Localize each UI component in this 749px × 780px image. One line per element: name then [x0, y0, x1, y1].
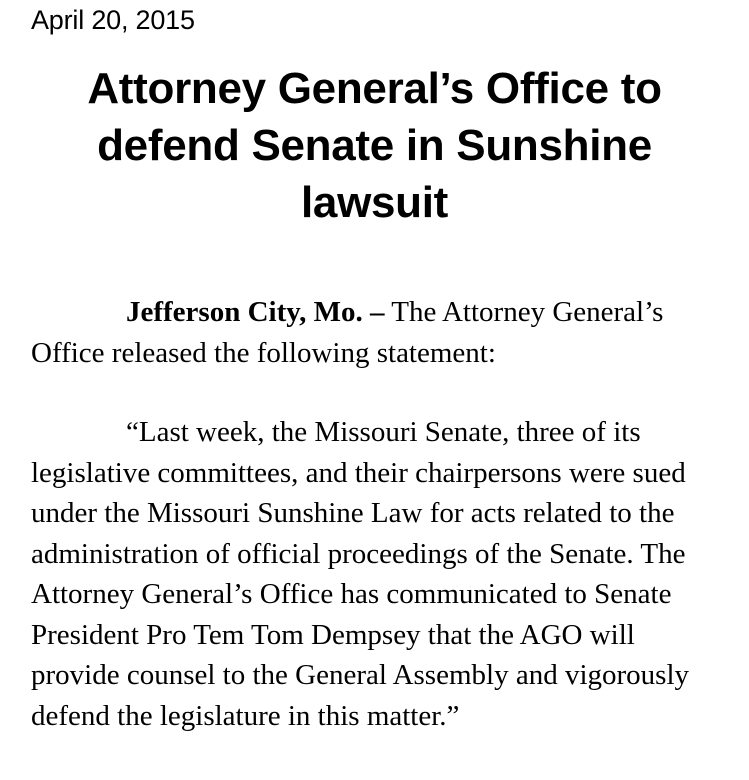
intro-paragraph	[31, 292, 711, 373]
dateline: Jefferson City, Mo. –	[126, 296, 385, 328]
statement-paragraph: “Last week, the Missouri Senate, three of its legislative committees, and their chairpersons were sued under the Missouri Sunshine Law for acts related to the administration of official proceedings of the Senate. The Attorney General’s Office has communicated to Senate President Pro Tem Tom Dempsey that the AGO will provide counsel to the General Assembly and vigorously defend the legislature in this matter.”	[31, 416, 690, 732]
intro-text: The Attorney General’s Office released the following statement:	[31, 296, 664, 369]
headline: Attorney General’s Office to defend Senate in Sunshine lawsuit	[87, 64, 662, 227]
release-date: April 20, 2015	[31, 5, 195, 35]
